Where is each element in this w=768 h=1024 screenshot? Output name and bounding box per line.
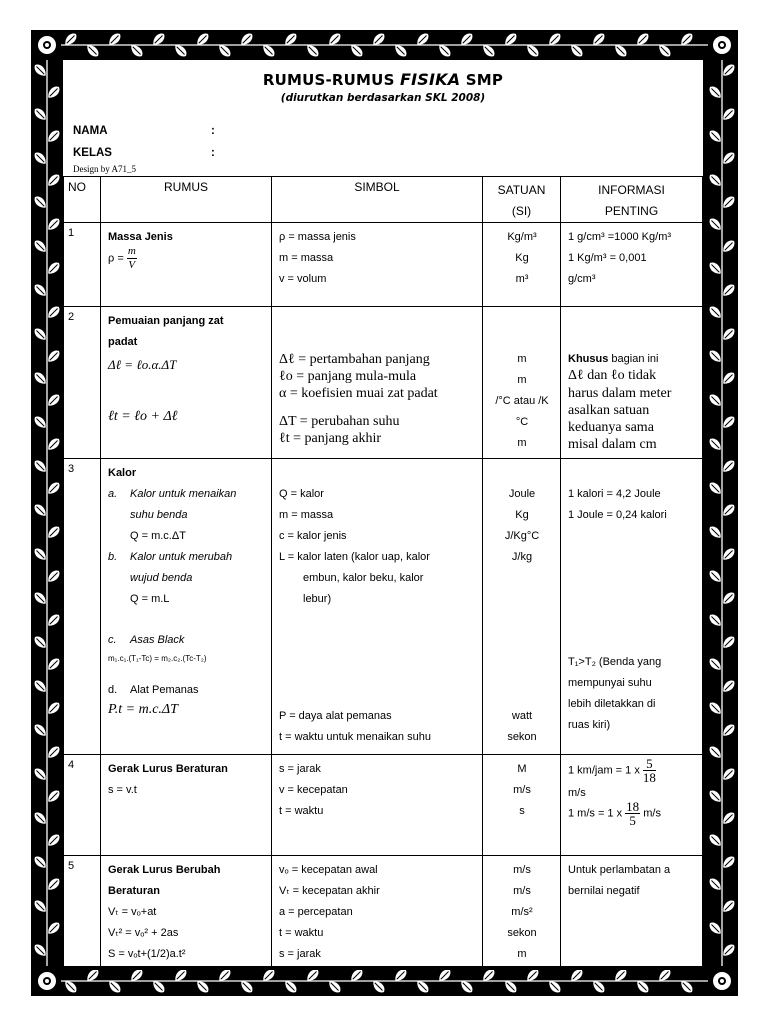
header-simbol: SIMBOL [272, 177, 483, 223]
vine-leaf-icon [720, 370, 736, 386]
symbol-line: ℓo = panjang mula-mula [279, 369, 417, 384]
conversion-kmh [568, 757, 696, 784]
vine-leaf-icon [707, 260, 723, 276]
vine-leaf-icon [707, 788, 723, 804]
info-unit: m/s [568, 787, 586, 799]
simbol-cell [272, 856, 483, 970]
symbol-line: t = waktu [279, 805, 324, 817]
row-number: 5 [64, 856, 101, 970]
symbol-line: lebur) [303, 593, 332, 605]
satuan-cell [483, 223, 561, 307]
vine-leaf-icon [720, 854, 736, 870]
symbol-line: m = massa [279, 509, 334, 521]
latent-formula: Q = m.L [130, 593, 170, 605]
fraction-numerator: m [127, 245, 136, 257]
unit-line: Kg [515, 509, 529, 521]
vine-leaf-icon [32, 62, 48, 78]
kalor-d [108, 680, 265, 700]
header-satuan-line2: (SI) [511, 204, 532, 218]
info-line: 1 g/cm³ =1000 Kg/m³ [568, 231, 672, 243]
vine-leaf-icon [720, 194, 736, 210]
table-header-row [64, 177, 703, 223]
vine-leaf-icon [45, 84, 61, 100]
symbol-line: ρ = massa jenis [279, 231, 356, 243]
info-text: 1 km/jam = 1 x [568, 764, 640, 777]
vine-leaf-icon [720, 150, 736, 166]
vine-leaf-icon [32, 722, 48, 738]
info-unit: m/s [643, 807, 661, 820]
vine-leaf-icon [32, 810, 48, 826]
glb-formula: s = v.t [108, 784, 137, 796]
vine-leaf-icon [707, 568, 723, 584]
title-fisika: FISIKA [400, 70, 461, 89]
vine-leaf-icon [720, 634, 736, 650]
table-row [64, 223, 703, 307]
unit-line: sekon [507, 927, 537, 939]
vine-leaf-icon [707, 480, 723, 496]
vine-leaf-icon [720, 546, 736, 562]
item-label: b. [108, 551, 118, 563]
fraction-denominator: 18 [642, 770, 656, 785]
black-formula: m₁.c₁.(T₁-Tc) = m₂.c₂.(Tc-T₂) [108, 654, 207, 663]
formula-title-cont: padat [108, 336, 138, 348]
row-number: 2 [64, 307, 101, 459]
vine-leaf-icon [45, 876, 61, 892]
unit-line: m [517, 948, 527, 960]
glbb-formula: Vₜ = vₒ+at [108, 906, 157, 918]
info-cell [561, 459, 703, 755]
vine-leaf-icon [707, 524, 723, 540]
info-cell [561, 755, 703, 856]
vine-leaf-icon [32, 326, 48, 342]
item-label: a. [108, 488, 118, 500]
vine-leaf-icon [32, 458, 48, 474]
unit-line: sekon [507, 731, 537, 743]
symbol-line: m = massa [279, 252, 334, 264]
fraction-denominator: 5 [629, 813, 636, 828]
vine-leaf-icon [32, 194, 48, 210]
vine-leaf-icon [707, 656, 723, 672]
vine-leaf-icon [45, 216, 61, 232]
vine-leaf-icon [720, 414, 736, 430]
table-row [64, 307, 703, 459]
unit-line: m/s [513, 864, 531, 876]
unit-line: m³ [515, 273, 529, 285]
glbb-formula: S = vₒt+(1/2)a.t² [108, 948, 186, 960]
header-info-line2: PENTING [604, 204, 659, 218]
vine-leaf-icon [45, 920, 61, 936]
vine-leaf-icon [707, 392, 723, 408]
rumus-cell [101, 856, 272, 970]
vine-leaf-icon [720, 502, 736, 518]
vine-leaf-icon [45, 832, 61, 848]
vine-leaf-icon [32, 854, 48, 870]
unit-line: m/s² [511, 906, 533, 918]
vine-leaf-icon [720, 722, 736, 738]
info-text: 1 m/s = 1 x [568, 807, 623, 820]
info-line: T₁>T₂ (Benda yang [568, 656, 662, 668]
item-text: Asas Black [130, 634, 185, 646]
vine-leaf-icon [707, 612, 723, 628]
symbol-line: s = jarak [279, 763, 321, 775]
vine-leaf-icon [45, 480, 61, 496]
formula-title: Gerak Lurus Berubah [108, 864, 221, 876]
kalor-b [108, 547, 265, 568]
rumus-cell [101, 223, 272, 307]
symbol-line: P = daya alat pemanas [279, 710, 392, 722]
fraction-numerator: 18 [626, 799, 640, 814]
symbol-line: Q = kalor [279, 488, 324, 500]
vine-leaf-icon [720, 766, 736, 782]
unit-line: /°C atau /K [495, 395, 549, 407]
info-line: lebih diletakkan di [568, 698, 656, 710]
formula-title: Pemuaian panjang zat [108, 315, 224, 327]
vine-leaf-icon [32, 898, 48, 914]
vine-leaf-icon [720, 942, 736, 958]
info-line: ruas kiri) [568, 719, 611, 731]
unit-line: °C [515, 416, 529, 428]
formula-title: Kalor [108, 467, 137, 479]
simbol-cell [272, 223, 483, 307]
table-row [64, 856, 703, 970]
vine-leaf-icon [707, 832, 723, 848]
kalor-c [108, 630, 265, 650]
info-line: Δℓ dan ℓo tidak [568, 368, 657, 383]
unit-line: m [517, 353, 527, 365]
symbol-line: t = waktu untuk menaikan suhu [279, 731, 431, 743]
vine-leaf-icon [720, 810, 736, 826]
info-line: harus dalam meter [568, 386, 672, 401]
symbol-line: embun, kalor beku, kalor [303, 572, 424, 584]
nama-colon: : [211, 125, 215, 137]
fraction [127, 245, 137, 272]
row-number: 3 [64, 459, 101, 755]
vine-leaf-icon [32, 150, 48, 166]
vine-leaf-icon [707, 216, 723, 232]
unit-line: m/s [513, 885, 531, 897]
symbol-line: t = waktu [279, 927, 324, 939]
info-line: keduanya sama [568, 420, 654, 435]
vine-leaf-icon [32, 282, 48, 298]
simbol-cell [272, 307, 483, 459]
simbol-cell [272, 459, 483, 755]
unit-line: Kg [515, 252, 529, 264]
khusus-label: Khusus [568, 353, 609, 365]
formula-title: Massa Jenis [108, 231, 173, 243]
vine-leaf-icon [707, 700, 723, 716]
vine-leaf-icon [32, 766, 48, 782]
vine-leaf-icon [32, 634, 48, 650]
info-text: bagian ini [608, 353, 659, 365]
vine-leaf-icon [45, 700, 61, 716]
rumus-cell [101, 307, 272, 459]
final-length-formula: ℓt = ℓo + Δℓ [108, 409, 178, 424]
vine-leaf-icon [45, 304, 61, 320]
kelas-colon: : [211, 147, 215, 159]
vine-leaf-icon [45, 172, 61, 188]
rumus-cell [101, 459, 272, 755]
page-subtitle: (diurutkan berdasarkan SKL 2008) [280, 92, 486, 104]
formula-title-cont: Beraturan [108, 885, 160, 897]
vine-leaf-icon [720, 62, 736, 78]
vine-leaf-icon [707, 128, 723, 144]
title-prefix: RUMUS-RUMUS [262, 71, 395, 89]
expansion-formula: Δℓ = ℓo.α.ΔT [108, 357, 177, 372]
simbol-cell [272, 755, 483, 856]
vine-leaf-icon [45, 348, 61, 364]
item-text: Kalor untuk merubah [130, 551, 233, 563]
fraction-numerator: 5 [643, 757, 656, 771]
kelas-label: KELAS [73, 147, 112, 159]
vine-leaf-icon [32, 502, 48, 518]
vine-leaf-icon [32, 370, 48, 386]
conversion-ms [568, 800, 696, 827]
rumus-cell [101, 755, 272, 856]
row-number: 1 [64, 223, 101, 307]
vine-leaf-icon [707, 920, 723, 936]
vine-leaf-icon [720, 238, 736, 254]
unit-line: m/s [513, 784, 531, 796]
unit-line: Joule [508, 488, 536, 500]
info-line: bernilai negatif [568, 885, 640, 897]
symbol-line: Vₜ = kecepatan akhir [279, 885, 380, 897]
vine-leaf-icon [45, 656, 61, 672]
heater-formula: P.t = m.c.ΔT [108, 702, 178, 717]
vine-leaf-icon [707, 744, 723, 760]
kalor-formula: Q = m.c.ΔT [130, 530, 186, 542]
info-line: 1 Kg/m³ = 0,001 [568, 252, 647, 264]
info-line: Untuk perlambatan a [568, 864, 671, 876]
unit-line: J/kg [511, 551, 533, 563]
header-no: NO [64, 177, 101, 223]
vine-leaf-icon [707, 172, 723, 188]
symbol-line: L = kalor laten (kalor uap, kalor [279, 551, 430, 563]
vine-leaf-icon [45, 524, 61, 540]
info-cell [561, 856, 703, 970]
vine-leaf-icon [45, 260, 61, 276]
flower-icon [713, 972, 731, 990]
vine-leaf-icon [45, 392, 61, 408]
title-suffix: SMP [465, 71, 504, 89]
vine-leaf-icon [720, 458, 736, 474]
symbol-line: ℓt = panjang akhir [279, 431, 382, 446]
header-rumus: RUMUS [101, 177, 272, 223]
row-number: 4 [64, 755, 101, 856]
item-text: suhu benda [130, 509, 188, 521]
fraction [625, 800, 640, 827]
item-text: Kalor untuk menaikan [130, 488, 237, 500]
vine-leaf-icon [720, 590, 736, 606]
info-cell [561, 223, 703, 307]
rho-equals: ρ = [108, 252, 124, 265]
unit-line: Kg/m³ [507, 231, 537, 243]
satuan-cell [483, 307, 561, 459]
unit-line: m [517, 374, 527, 386]
vine-leaf-icon [720, 326, 736, 342]
vine-leaf-icon [707, 876, 723, 892]
info-line [568, 351, 696, 367]
header-satuan [483, 177, 561, 223]
table-row [64, 755, 703, 856]
vine-leaf-icon [32, 414, 48, 430]
vine-leaf-icon [32, 590, 48, 606]
kalor-a [108, 484, 265, 505]
vine-leaf-icon [45, 568, 61, 584]
density-formula [108, 245, 265, 272]
header-info-line1: INFORMASI [598, 183, 665, 197]
flower-icon [713, 36, 731, 54]
symbol-line: vₒ = kecepatan awal [279, 864, 378, 876]
info-line: mempunyai suhu [568, 677, 652, 689]
nama-label: NAMA [73, 125, 108, 137]
table-row [64, 459, 703, 755]
symbol-line: α = koefisien muai zat padat [279, 386, 438, 401]
satuan-cell [483, 755, 561, 856]
header-satuan-line1: SATUAN [497, 183, 546, 197]
vine-leaf-icon [720, 282, 736, 298]
info-cell [561, 307, 703, 459]
fraction-denominator: V [128, 259, 136, 271]
satuan-cell [483, 459, 561, 755]
info-line: g/cm³ [568, 273, 596, 285]
vine-leaf-icon [707, 436, 723, 452]
symbol-line: v = kecepatan [279, 784, 348, 796]
vine-leaf-icon [32, 238, 48, 254]
info-line: 1 kalori = 4,2 Joule [568, 488, 661, 500]
item-label: c. [108, 634, 117, 646]
symbol-line: c = kalor jenis [279, 530, 347, 542]
symbol-line: v = volum [279, 273, 327, 285]
info-line: asalkan satuan [568, 403, 650, 418]
header-informasi [561, 177, 703, 223]
worksheet-page [63, 60, 703, 966]
vine-leaf-icon [707, 304, 723, 320]
vine-leaf-icon [32, 678, 48, 694]
flower-icon [38, 972, 56, 990]
vine-leaf-icon [45, 128, 61, 144]
symbol-line: a = percepatan [279, 906, 353, 918]
formula-table [63, 176, 703, 970]
vine-leaf-icon [32, 546, 48, 562]
info-line: misal dalam cm [568, 437, 657, 452]
unit-line: s [519, 805, 525, 817]
symbol-line: ΔT = perubahan suhu [279, 414, 400, 429]
unit-line: M [517, 763, 527, 775]
satuan-cell [483, 856, 561, 970]
vine-leaf-icon [720, 898, 736, 914]
glbb-formula: Vₜ² = vₒ² + 2as [108, 927, 179, 939]
item-text: Alat Pemanas [130, 684, 199, 696]
flower-icon [38, 36, 56, 54]
vine-leaf-icon [32, 106, 48, 122]
symbol-line: Δℓ = pertambahan panjang [279, 352, 430, 367]
symbol-line: s = jarak [279, 948, 321, 960]
vine-leaf-icon [707, 348, 723, 364]
vine-leaf-icon [720, 678, 736, 694]
fraction [643, 757, 656, 784]
vine-leaf-icon [707, 84, 723, 100]
unit-line: m [517, 437, 527, 449]
item-text: wujud benda [130, 572, 193, 584]
page-title [63, 70, 703, 89]
vine-leaf-icon [32, 942, 48, 958]
item-label: d. [108, 684, 118, 696]
vine-leaf-icon [45, 612, 61, 628]
design-credit: Design by A71_5 [73, 164, 136, 174]
vine-leaf-icon [720, 106, 736, 122]
unit-line: J/Kg°C [504, 530, 540, 542]
info-line: 1 Joule = 0,24 kalori [568, 509, 667, 521]
formula-title: Gerak Lurus Beraturan [108, 763, 228, 775]
vine-leaf-icon [45, 436, 61, 452]
unit-line: watt [511, 710, 533, 722]
vine-leaf-icon [45, 744, 61, 760]
vine-leaf-icon [45, 788, 61, 804]
